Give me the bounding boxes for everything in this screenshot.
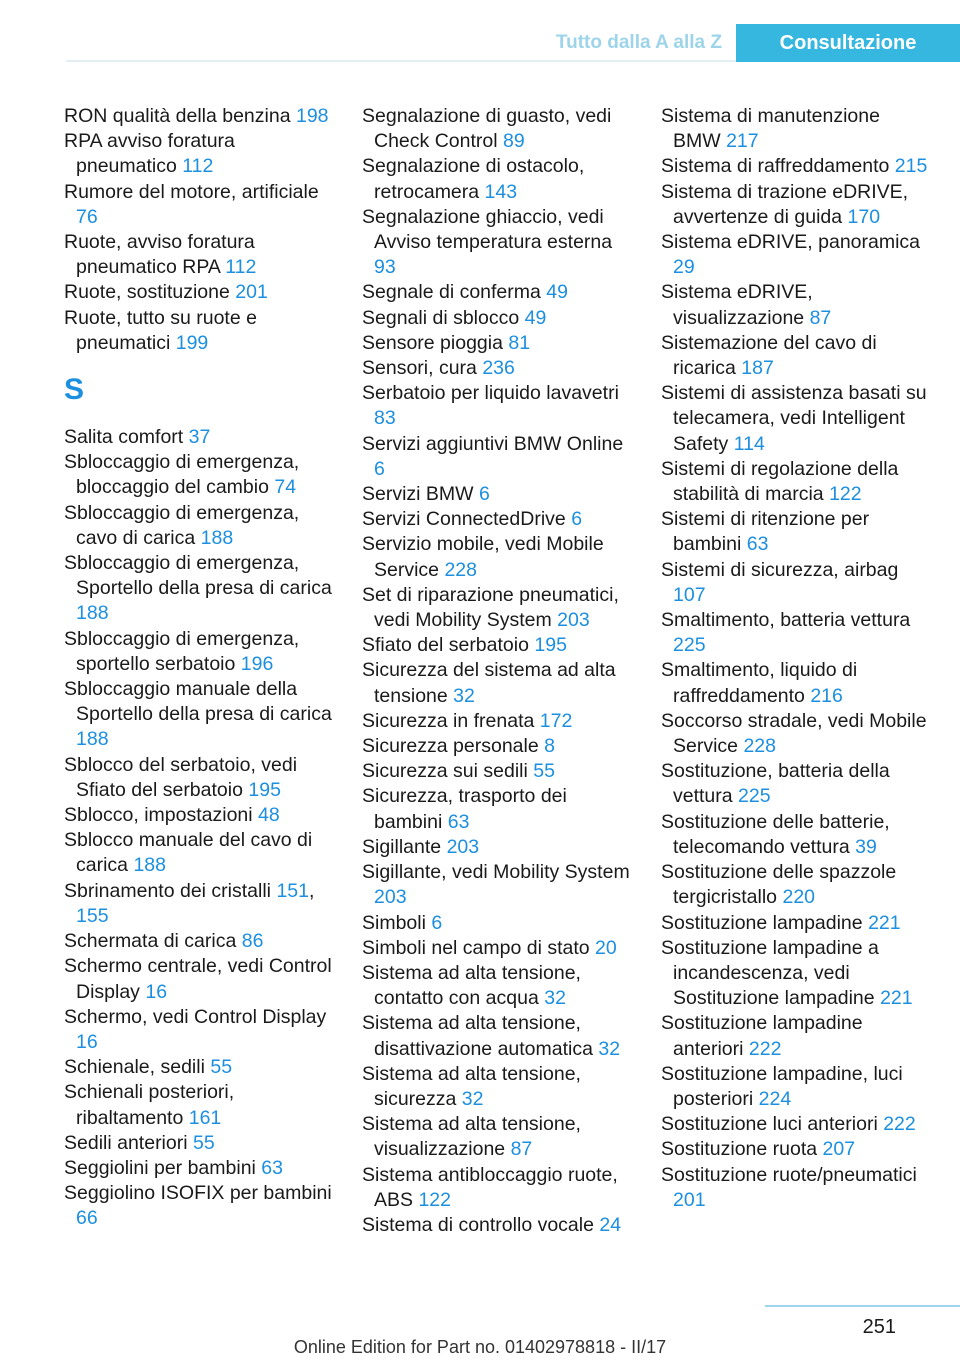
index-entry xyxy=(661,860,931,910)
entry-term: Sistema ad alta tensione, disattivazione automatica xyxy=(362,1012,593,1060)
index-entry xyxy=(64,1156,334,1181)
index-entry xyxy=(661,1062,931,1112)
page-link[interactable]: 203 xyxy=(374,886,407,909)
page-link[interactable]: 122 xyxy=(418,1188,451,1211)
entry-term: Sigillante xyxy=(362,835,442,858)
index-entry xyxy=(362,154,632,204)
page-link[interactable]: 49 xyxy=(546,281,568,304)
edition-note: Online Edition for Part no. 01402978818 - II/17 xyxy=(293,1337,667,1357)
index-entry xyxy=(64,230,334,280)
index-entry xyxy=(362,709,632,734)
page-link[interactable]: 215 xyxy=(894,155,928,178)
index-column-1 xyxy=(64,104,334,1232)
index-entry xyxy=(362,784,632,834)
page-link[interactable]: 8 xyxy=(544,735,555,758)
index-entry xyxy=(362,432,632,482)
page-link[interactable]: 222 xyxy=(883,1113,916,1136)
index-entry xyxy=(362,961,632,1011)
entry-term: Sicurezza del sistema ad alta tensione xyxy=(362,659,616,707)
index-entry xyxy=(362,1011,632,1061)
index-entry xyxy=(64,803,334,828)
page-link[interactable]: 29 xyxy=(673,256,695,279)
page-link[interactable]: 81 xyxy=(508,331,531,354)
entry-term: Sblocco del serbatoio, vedi Sfiato del serbatoio xyxy=(64,753,298,801)
page-link[interactable]: 87 xyxy=(809,306,832,329)
entry-term: Sedili anteriori xyxy=(64,1131,188,1154)
index-entry xyxy=(64,425,334,450)
page-link[interactable]: 86 xyxy=(241,930,264,953)
index-entry xyxy=(661,154,931,179)
page-link[interactable]: 201 xyxy=(235,281,268,304)
entry-term: RPA avviso foratura pneumatico xyxy=(64,130,235,178)
entry-term: Schermo, vedi Control Display xyxy=(64,1005,327,1028)
entry-term: Serbatoio per liquido lavavetri xyxy=(362,382,619,405)
entry-term: Servizi aggiuntivi BMW Online xyxy=(362,432,624,455)
page-link[interactable]: 216 xyxy=(810,684,843,707)
page-link[interactable]: 112 xyxy=(182,155,214,178)
page-link[interactable]: 63 xyxy=(746,533,769,556)
page-link[interactable]: 32 xyxy=(598,1037,621,1060)
index-entry xyxy=(64,753,334,803)
page-link[interactable]: 107 xyxy=(673,583,706,606)
index-entry xyxy=(64,501,334,551)
page-link[interactable]: 195 xyxy=(534,634,567,657)
entry-term: Sistemi di regolazione della stabilità di marcia xyxy=(661,457,899,506)
index-entry: Sbrinamento dei cristalli 151, 155 xyxy=(64,879,315,927)
entry-term: Segnali di sblocco xyxy=(362,306,520,329)
index-entry xyxy=(362,734,632,759)
entry-term: Ruote, tutto su ruote e pneumatici xyxy=(64,306,257,354)
index-entry xyxy=(661,104,931,154)
entry-term: Sensori, cura xyxy=(362,357,477,380)
page-link[interactable]: 6 xyxy=(479,483,490,506)
entry-term: Sbloccaggio di emergenza, cavo di carica xyxy=(64,501,300,549)
entry-term: Servizi ConnectedDrive xyxy=(362,508,566,531)
entry-term: Sfiato del serbatoio xyxy=(362,634,529,657)
entry-term: Seggiolino ISOFIX per bambini xyxy=(64,1182,332,1205)
section-title: Tutto dalla A alla Z xyxy=(555,32,722,53)
index-entry xyxy=(661,381,931,457)
index-entry xyxy=(661,558,931,608)
index-entry xyxy=(64,1055,334,1080)
index-entry xyxy=(661,1137,931,1162)
entry-term: Smaltimento, liquido di raffreddamento xyxy=(661,659,858,707)
index-entry xyxy=(362,911,632,936)
entry-term: Sistema di controllo vocale xyxy=(362,1213,594,1236)
index-entry xyxy=(661,1163,931,1213)
index-entry xyxy=(661,280,931,330)
index-entry xyxy=(64,551,334,627)
index-entry xyxy=(362,381,632,431)
page-link[interactable]: 236 xyxy=(482,357,515,380)
entry-term: Sostituzione delle spazzole tergicristallo xyxy=(661,861,897,909)
index-entry xyxy=(661,810,931,860)
page-link[interactable]: 24 xyxy=(599,1213,622,1236)
index-entry xyxy=(64,1005,334,1055)
entry-term: Sistema ad alta tensione, visualizzazione xyxy=(362,1113,581,1161)
index-entry xyxy=(362,860,632,910)
index-entry xyxy=(362,936,632,961)
entry-term: Sicurezza, trasporto dei bambini xyxy=(362,785,567,833)
entry-term: Sicurezza sui sedili xyxy=(362,760,528,783)
page-link[interactable]: 199 xyxy=(175,331,209,354)
index-entry xyxy=(64,1080,334,1130)
entry-term: Sostituzione lampadine a incandescenza, vedi Sostituzione lampadine xyxy=(661,936,879,1010)
entry-term: Sistemazione del cavo di ricarica xyxy=(661,331,877,380)
index-entry xyxy=(661,457,931,507)
entry-term: Seggiolini per bambini xyxy=(64,1156,256,1179)
entry-term: Sistema eDRIVE, visualizzazione xyxy=(661,281,813,329)
page-link[interactable]: 221 xyxy=(880,987,913,1010)
entry-term: Sostituzione luci anteriori xyxy=(661,1113,878,1136)
entry-term: Sistema di manutenzione BMW xyxy=(661,105,880,153)
page-link[interactable]: 122 xyxy=(829,483,862,506)
page-link[interactable]: 201 xyxy=(673,1188,706,1211)
entry-term: Sicurezza personale xyxy=(362,735,539,758)
entry-term: Segnalazione di guasto, vedi Check Control xyxy=(362,105,612,153)
index-entry xyxy=(362,280,632,305)
index-entry xyxy=(362,104,632,154)
index-entry xyxy=(64,129,334,179)
page-link[interactable]: 6 xyxy=(374,457,385,480)
page-link[interactable]: 89 xyxy=(502,130,525,153)
page-link[interactable]: 221 xyxy=(868,911,901,934)
page-link[interactable]: 188 xyxy=(133,854,166,877)
page-link[interactable]: 16 xyxy=(145,980,168,1003)
entry-term: Sistemi di sicurezza, airbag xyxy=(661,558,899,581)
entry-term: Soccorso stradale, vedi Mobile Service xyxy=(661,709,927,758)
entry-term: Sensore pioggia xyxy=(362,331,503,354)
page-link[interactable]: 63 xyxy=(261,1156,283,1179)
index-column-3 xyxy=(661,104,931,1213)
entry-term: Ruote, sostituzione xyxy=(64,281,230,304)
index-entry xyxy=(362,1163,632,1213)
page-link[interactable]: 83 xyxy=(374,407,396,430)
index-entry xyxy=(661,658,931,708)
entry-term: Sistema eDRIVE, panoramica xyxy=(661,231,921,254)
page-link[interactable]: 87 xyxy=(510,1138,533,1161)
entry-term: Simboli xyxy=(362,911,426,934)
page-link[interactable]: 74 xyxy=(274,476,297,499)
index-entry xyxy=(64,627,334,677)
page-link[interactable]: 143 xyxy=(484,180,518,203)
page-link[interactable]: 225 xyxy=(738,785,771,808)
page-link[interactable]: 188 xyxy=(76,602,109,625)
entry-term: Sostituzione delle batterie, telecomando vettura xyxy=(661,810,890,858)
entry-term: Sbloccaggio manuale della Sportello della presa di carica xyxy=(64,678,332,726)
page-link[interactable]: 228 xyxy=(444,558,477,581)
page-link[interactable]: 187 xyxy=(741,357,774,380)
entry-term: Sistema di raffreddamento xyxy=(661,155,890,178)
index-entry xyxy=(64,828,334,878)
page-link[interactable]: 224 xyxy=(758,1087,792,1110)
index-entry xyxy=(661,709,931,759)
index-entry xyxy=(362,507,632,532)
index-entry xyxy=(64,1131,334,1156)
entry-term: Simboli nel campo di stato xyxy=(362,936,590,959)
entry-term: Sistema ad alta tensione, sicurezza xyxy=(362,1062,581,1110)
page-link[interactable]: 55 xyxy=(533,760,555,783)
index-entry xyxy=(362,1062,632,1112)
page-link[interactable]: 195 xyxy=(248,778,281,801)
entry-term: Segnale di conferma xyxy=(362,281,541,304)
index-entry xyxy=(64,450,334,500)
index-entry xyxy=(661,759,931,809)
entry-term: Sigillante, vedi Mobility System xyxy=(362,861,630,884)
entry-term: Smaltimento, batteria vettura xyxy=(661,609,911,632)
entry-term: Schermo centrale, vedi Control Display xyxy=(64,955,332,1003)
index-entry xyxy=(362,633,632,658)
entry-term: Sbrinamento dei cristalli xyxy=(64,879,272,902)
entry-term: Sistemi di ritenzione per bambini xyxy=(661,508,870,556)
entry-term: RON qualità della benzina xyxy=(64,105,291,127)
page-link[interactable]: 161 xyxy=(188,1106,222,1129)
page-link[interactable]: 225 xyxy=(673,634,706,657)
page-link[interactable]: 151 xyxy=(276,879,309,902)
entry-term: Sistemi di assistenza basati su telecamera, vedi Intelligent Safety xyxy=(661,382,927,455)
entry-term: Sistema ad alta tensione, contatto con acqua xyxy=(362,961,581,1010)
entry-term: Sostituzione lampadine, luci posteriori xyxy=(661,1062,903,1110)
index-entry xyxy=(64,180,334,230)
page-link[interactable]: 170 xyxy=(847,205,881,228)
page-link[interactable]: 49 xyxy=(524,306,547,329)
page-link[interactable]: 188 xyxy=(76,728,109,751)
entry-term: Sblocco, impostazioni xyxy=(64,804,253,827)
entry-term: Servizi BMW xyxy=(362,483,474,506)
entry-term: Sblocco manuale del cavo di carica xyxy=(64,829,313,877)
entry-term: Sbloccaggio di emergenza, Sportello della presa di carica xyxy=(64,552,332,600)
index-entry xyxy=(64,954,334,1004)
entry-term: Sostituzione, batteria della vettura xyxy=(661,760,890,808)
index-entry xyxy=(64,1181,334,1231)
entry-term: Schermata di carica xyxy=(64,930,237,953)
chapter-tab[interactable]: Consultazione xyxy=(736,24,960,62)
index-entry xyxy=(362,759,632,784)
index-entry xyxy=(362,482,632,507)
entry-term: Sistema di trazione eDRIVE, avvertenze di guida xyxy=(661,180,909,228)
page-link[interactable]: 203 xyxy=(557,609,590,632)
index-entry xyxy=(661,1011,931,1061)
page-link[interactable]: 39 xyxy=(855,835,877,858)
page-link[interactable]: 220 xyxy=(782,886,816,909)
page-link[interactable]: 66 xyxy=(76,1207,98,1230)
page-link[interactable]: 228 xyxy=(743,735,776,758)
index-entry xyxy=(661,507,931,557)
page-link[interactable]: 112 xyxy=(225,256,257,279)
entry-term: Sostituzione lampadine xyxy=(661,911,863,934)
index-entry xyxy=(661,230,931,280)
entry-term: Segnalazione di ostacolo, retrocamera xyxy=(362,155,585,203)
section-letter: S xyxy=(64,373,85,407)
entry-term: Sbloccaggio di emergenza, bloccaggio del cambio xyxy=(64,451,300,499)
index-entry xyxy=(362,205,632,281)
page-link[interactable]: 63 xyxy=(447,810,470,833)
entry-term: Set di riparazione pneumatici, vedi Mobility System xyxy=(362,583,619,632)
page-link[interactable]: 32 xyxy=(453,684,475,707)
page-link[interactable]: 114 xyxy=(733,432,765,455)
index-entry xyxy=(362,835,632,860)
page-link[interactable]: 207 xyxy=(822,1138,856,1161)
index-entry xyxy=(362,356,632,381)
index-entry xyxy=(661,936,931,1012)
page-link[interactable]: 172 xyxy=(539,709,573,732)
index-entry xyxy=(661,911,931,936)
entry-term: Schienali posteriori, ribaltamento xyxy=(64,1081,235,1129)
page-link[interactable]: 55 xyxy=(210,1056,233,1079)
index-entry xyxy=(661,331,931,381)
index-entry xyxy=(64,306,334,356)
page-link[interactable]: 32 xyxy=(461,1087,484,1110)
page-link[interactable]: 93 xyxy=(374,256,396,279)
page-link[interactable]: 155 xyxy=(76,904,109,927)
page-link[interactable]: 188 xyxy=(200,526,234,549)
page-link[interactable]: 16 xyxy=(76,1030,98,1053)
entry-term: Sicurezza in frenata xyxy=(362,709,535,732)
entry-term: Servizio mobile, vedi Mobile Service xyxy=(362,533,604,581)
page-link[interactable]: 217 xyxy=(726,130,759,153)
page-link[interactable]: 32 xyxy=(544,987,566,1010)
index-entry xyxy=(362,583,632,633)
page-link[interactable]: 48 xyxy=(258,804,280,827)
entry-term: Sostituzione ruota xyxy=(661,1138,818,1161)
index-entry xyxy=(661,180,931,230)
entry-term: Salita comfort xyxy=(64,426,184,449)
entry-term: Sostituzione lampadine anteriori xyxy=(661,1012,863,1060)
index-entry xyxy=(362,1112,632,1162)
index-entry xyxy=(64,929,334,954)
index-entry xyxy=(362,331,632,356)
entry-term: Sistema antibloccaggio ruote, ABS xyxy=(362,1163,618,1211)
page-link[interactable]: 6 xyxy=(431,911,443,934)
entry-term: Segnalazione ghiaccio, vedi Avviso temperatura esterna xyxy=(362,205,613,254)
index-entry xyxy=(362,532,632,582)
index-entry xyxy=(362,1213,632,1238)
page-link[interactable]: 196 xyxy=(240,652,274,675)
page-link[interactable]: 76 xyxy=(76,205,98,228)
page-link[interactable]: 6 xyxy=(571,508,583,531)
index-entry xyxy=(661,608,931,658)
page-link[interactable]: 198 xyxy=(295,105,329,127)
page-link[interactable]: 203 xyxy=(446,835,480,858)
index-entry xyxy=(64,280,334,305)
page-link[interactable]: 222 xyxy=(748,1037,782,1060)
index-column-2 xyxy=(362,104,632,1238)
footer-rule xyxy=(765,1305,960,1307)
entry-term: Ruote, avviso foratura pneumatico RPA xyxy=(64,231,255,279)
page-link[interactable]: 37 xyxy=(188,426,211,449)
index-entry xyxy=(362,658,632,708)
index-entry xyxy=(64,104,334,129)
index-entry xyxy=(362,306,632,331)
index-entry xyxy=(661,1112,931,1137)
page-link[interactable]: 20 xyxy=(595,936,617,959)
page-link[interactable]: 55 xyxy=(192,1131,215,1154)
page-number: 251 xyxy=(862,1316,896,1338)
entry-term: Rumore del motore, artificiale xyxy=(64,180,319,203)
entry-term: Schienale, sedili xyxy=(64,1056,205,1079)
entry-term: Sostituzione ruote/pneumatici xyxy=(661,1163,917,1186)
entry-term: Sbloccaggio di emergenza, sportello serbatoio xyxy=(64,627,300,675)
index-entry xyxy=(64,677,334,753)
